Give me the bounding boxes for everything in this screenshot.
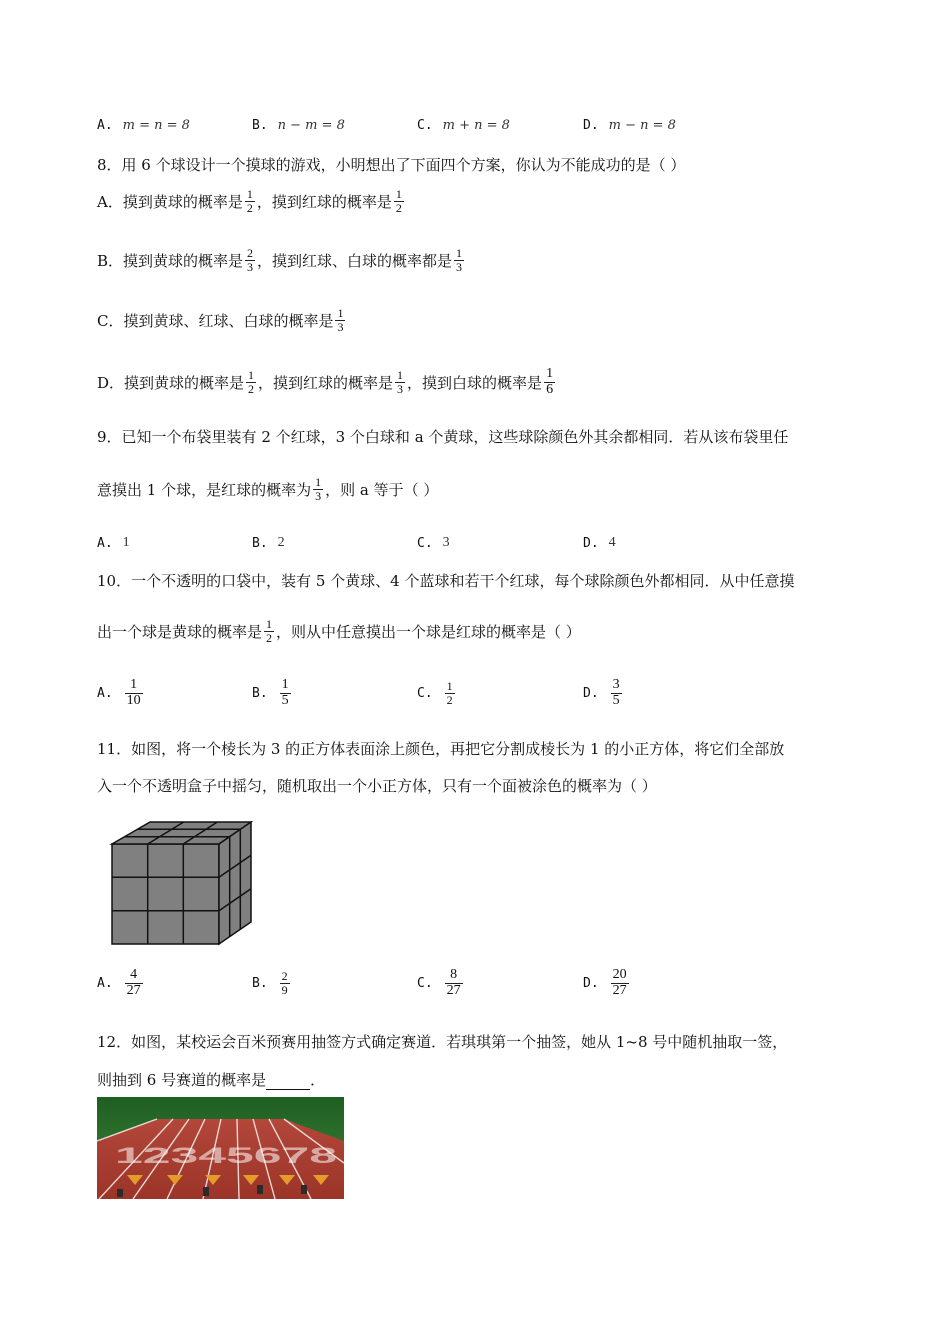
q12-stem-line2: [97, 1069, 325, 1090]
option-value: 4: [608, 535, 616, 550]
option-text: ，摸到红球的概率是: [258, 373, 394, 392]
q12-stem-line1: 12．如图，某校运会百米预赛用抽签方式确定赛道．若琪琪第一个抽签，她从 1~8 号中随机抽取一签，: [97, 1033, 788, 1051]
denominator: 27: [446, 982, 461, 998]
q9-option-c: [417, 535, 450, 551]
denominator: 3: [247, 259, 254, 274]
numerator: 1: [281, 677, 289, 692]
option-text: C．摸到黄球、红球、白球的概率是: [97, 311, 334, 330]
option-label: B.: [252, 118, 268, 133]
stem-text: ，则 a 等于（ ）: [325, 480, 439, 499]
option-label: D.: [583, 975, 599, 991]
option-text: A．摸到黄球的概率是: [97, 192, 243, 211]
option-label: A.: [97, 685, 113, 701]
lane-numbers: 12345678: [115, 1143, 337, 1168]
stem-text: ，则从中任意摸出一个球是红球的概率是（ ）: [276, 622, 581, 641]
denominator: 2: [248, 381, 255, 396]
option-label: A.: [97, 118, 113, 133]
fraction: [245, 247, 255, 273]
q11-option-c: [417, 968, 465, 998]
q10-stem-line2: [97, 618, 581, 644]
option-expression: n − m = 8: [277, 118, 345, 133]
q10-stem-line1: 10．一个不透明的口袋中，装有 5 个黄球、4 个蓝球和若干个红球，每个球除颜色外都相同．从中任意摸: [97, 572, 795, 590]
q11-option-a: [97, 968, 145, 998]
numerator: 1: [130, 677, 138, 692]
numerator: 1: [395, 187, 402, 201]
option-label: D.: [583, 685, 599, 701]
fraction: [544, 367, 555, 397]
q11-stem-line1: 11．如图，将一个棱长为 3 的正方体表面涂上颜色，再把它分割成棱长为 1 的小正方体，将它们全部放: [97, 740, 785, 758]
denominator: 2: [395, 200, 402, 215]
denominator: 2: [246, 200, 253, 215]
denominator: 10: [126, 692, 141, 708]
fraction: [125, 678, 143, 708]
numerator: 1: [397, 368, 404, 383]
option-label: C.: [417, 118, 433, 133]
denominator: 3: [397, 381, 404, 396]
q8-option-a: [97, 188, 406, 214]
option-expression: m + n = 8: [442, 118, 510, 133]
q8-option-b: [97, 247, 466, 273]
q10-option-c: [417, 680, 457, 706]
numerator: 1: [456, 246, 463, 260]
q8-option-d: [97, 367, 557, 397]
fraction: [280, 970, 290, 996]
cube-right-face: [219, 822, 251, 944]
running-track-figure: [97, 1097, 344, 1199]
denominator: 5: [281, 692, 289, 708]
q9-stem-line1: 9．已知一个布袋里装有 2 个红球，3 个白球和 a 个黄球，这些球除颜色外其余都相同．若从该布袋里任: [97, 428, 789, 446]
fraction: [125, 968, 143, 998]
cube-front-face: [112, 844, 219, 944]
q11-stem-line2: 入一个不透明盒子中摇匀，随机取出一个小正方体，只有一个面被涂色的概率为（ ）: [97, 777, 657, 795]
fraction: [445, 680, 455, 706]
numerator: 2: [281, 969, 288, 983]
q7-option-d: [583, 118, 676, 133]
option-text: D．摸到黄球的概率是: [97, 373, 245, 392]
option-label: B.: [252, 975, 268, 991]
option-label: B.: [252, 535, 268, 551]
option-text: ，摸到红球、白球的概率都是: [257, 251, 453, 270]
q9-option-d: [583, 535, 616, 551]
denominator: 5: [612, 692, 620, 708]
option-text: B．摸到黄球的概率是: [97, 251, 244, 270]
fraction: [611, 678, 622, 708]
numerator: 3: [612, 677, 620, 692]
numerator: 4: [130, 967, 138, 982]
fraction: [246, 369, 256, 395]
option-label: C.: [417, 535, 433, 551]
option-value: 2: [277, 535, 285, 550]
option-text: ，摸到白球的概率是: [407, 373, 543, 392]
fraction: [454, 247, 464, 273]
denominator: 27: [612, 982, 627, 998]
fraction: [335, 307, 345, 333]
fraction: [313, 476, 323, 502]
fraction: [264, 618, 274, 644]
q7-option-a: [97, 118, 190, 133]
q7-option-b: [252, 118, 345, 133]
cube-figure: [108, 820, 254, 946]
option-value: 3: [442, 535, 450, 550]
option-label: A.: [97, 975, 113, 991]
option-expression: m − n = 8: [608, 118, 676, 133]
q11-option-b: [252, 970, 292, 996]
denominator: 6: [546, 381, 554, 397]
numerator: 8: [450, 967, 458, 982]
q10-option-b: [252, 678, 293, 708]
q10-option-d: [583, 678, 624, 708]
stem-text: 出一个球是黄球的概率是: [97, 622, 263, 641]
numerator: 1: [546, 366, 554, 381]
denominator: 3: [337, 319, 344, 334]
q7-option-c: [417, 118, 510, 133]
option-label: C.: [417, 975, 433, 991]
stem-text: 意摸出 1 个球，是红球的概率为: [97, 480, 312, 499]
numerator: 1: [446, 679, 453, 693]
numerator: 1: [315, 475, 322, 489]
option-text: ，摸到红球的概率是: [256, 192, 392, 211]
numerator: 2: [247, 246, 254, 260]
q10-option-a: [97, 678, 145, 708]
fraction: [395, 369, 405, 395]
fraction: [445, 968, 463, 998]
denominator: 2: [266, 630, 273, 645]
fraction: [394, 188, 404, 214]
fraction: [611, 968, 629, 998]
q8-stem: 8．用 6 个球设计一个摸球的游戏，小明想出了下面四个方案，你认为不能成功的是（ ）: [97, 156, 686, 174]
numerator: 20: [612, 967, 627, 982]
q9-stem-line2: [97, 476, 438, 502]
q9-option-b: [252, 535, 285, 551]
option-label: D.: [583, 535, 599, 551]
option-value: 1: [122, 535, 130, 550]
numerator: 1: [246, 187, 253, 201]
q11-option-d: [583, 968, 631, 998]
denominator: 2: [446, 692, 453, 707]
stem-text: 则抽到 6 号赛道的概率是: [97, 1071, 267, 1089]
numerator: 1: [337, 306, 344, 320]
option-label: A.: [97, 535, 113, 551]
option-expression: m = n = 8: [122, 118, 190, 133]
numerator: 1: [266, 617, 273, 631]
denominator: 27: [126, 982, 141, 998]
option-label: B.: [252, 685, 268, 701]
q9-option-a: [97, 535, 130, 551]
fraction: [245, 188, 255, 214]
answer-blank: [266, 1075, 310, 1090]
option-label: C.: [417, 685, 433, 701]
stem-text: ．: [310, 1071, 326, 1089]
fraction: [280, 678, 291, 708]
option-label: D.: [583, 118, 599, 133]
q8-option-c: [97, 307, 347, 333]
denominator: 9: [281, 982, 288, 997]
denominator: 3: [315, 488, 322, 503]
denominator: 3: [456, 259, 463, 274]
numerator: 1: [248, 368, 255, 383]
